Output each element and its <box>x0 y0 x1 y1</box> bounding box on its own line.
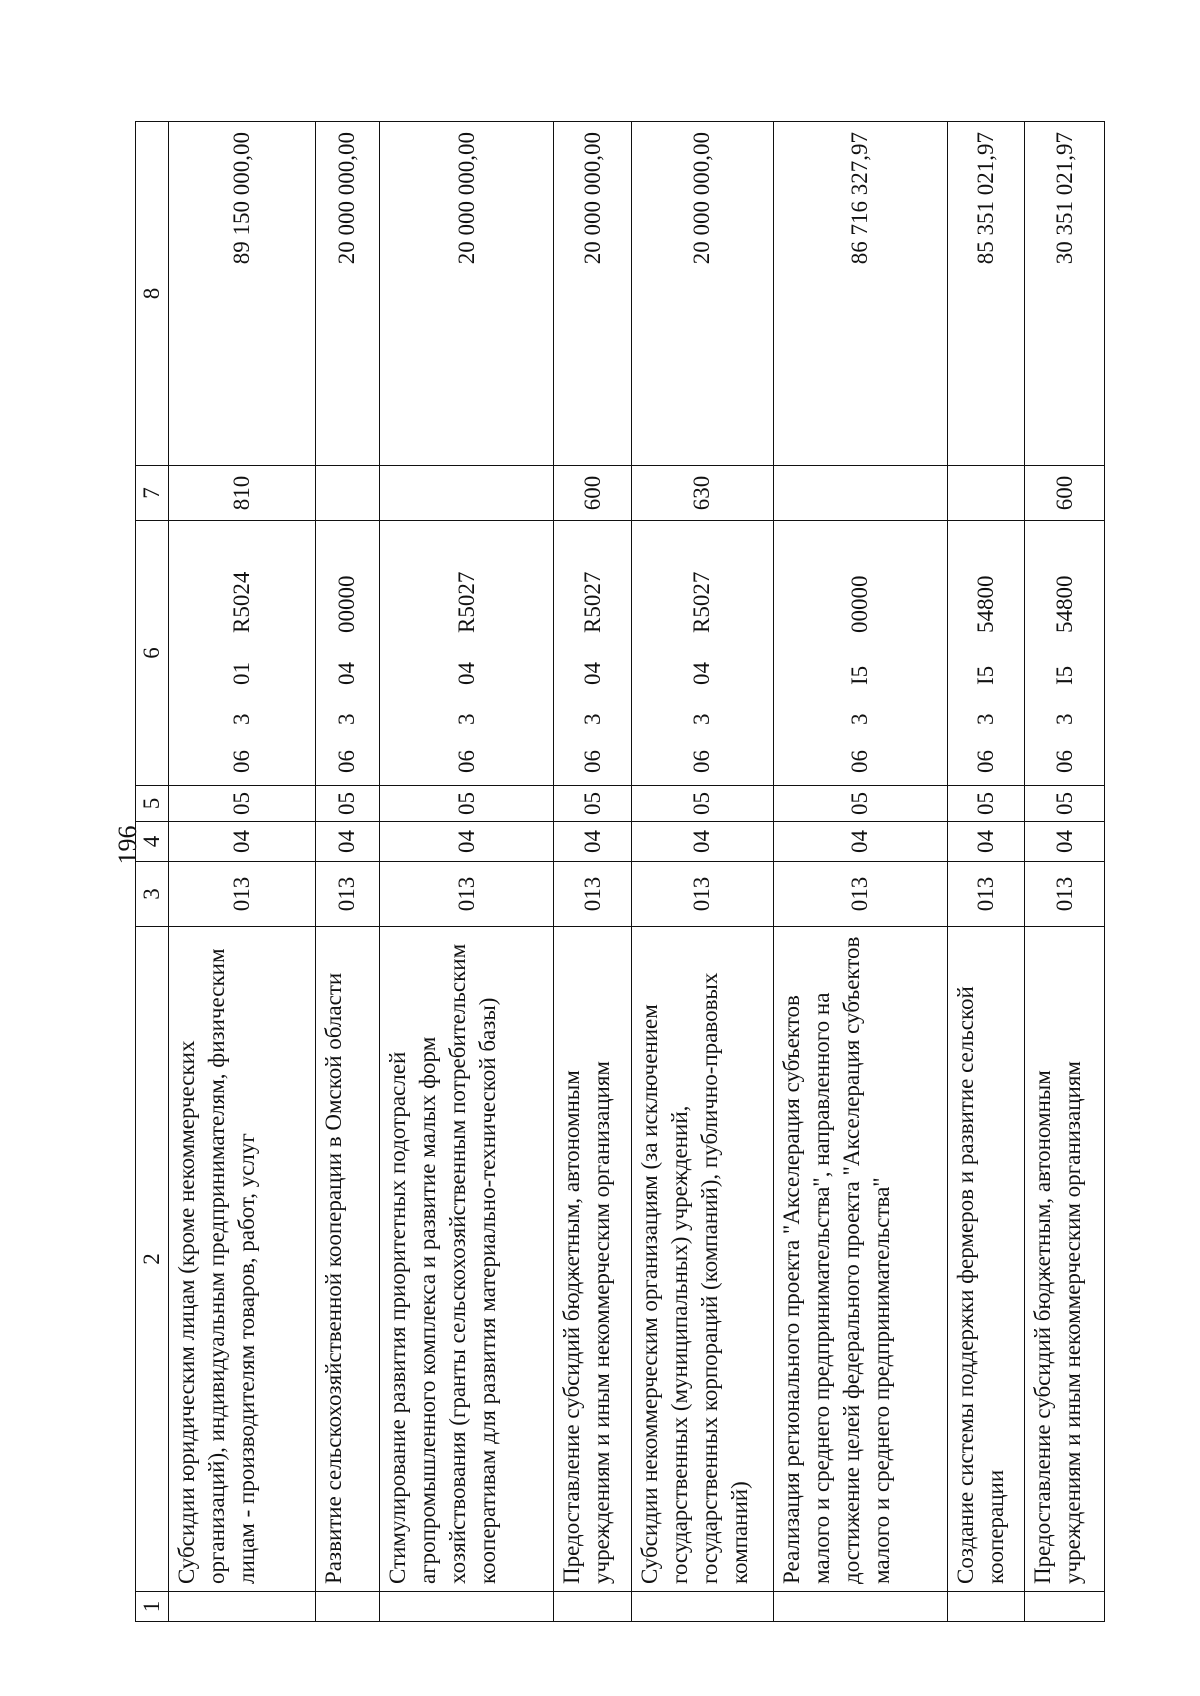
csr-part: 06 <box>973 750 999 773</box>
amount-cell: 30 351 021,97 <box>1025 122 1105 466</box>
target-article-code <box>773 521 947 786</box>
subsection-code: 05 <box>554 786 631 822</box>
section-code: 04 <box>554 822 631 862</box>
section-code: 04 <box>169 822 315 862</box>
csr-part: 06 <box>334 750 360 773</box>
csr-part: 3 <box>973 713 999 725</box>
expense-type-code: 630 <box>631 466 773 521</box>
row-name: Развитие сельскохозяйственной кооперации в Омской области <box>315 927 380 1592</box>
csr-part: 3 <box>847 713 873 725</box>
row-number-cell <box>947 1592 1024 1622</box>
expense-type-code: 600 <box>554 466 631 521</box>
table-row <box>380 122 554 1622</box>
target-article-code <box>1025 521 1105 786</box>
csr-part: 3 <box>228 713 254 725</box>
csr-part: 3 <box>1051 713 1077 725</box>
csr-part: 06 <box>228 750 254 773</box>
target-article-code <box>315 521 380 786</box>
subsection-code: 05 <box>315 786 380 822</box>
budget-table <box>135 121 1105 1622</box>
csr-part: 04 <box>689 662 715 685</box>
target-article-code <box>169 521 315 786</box>
table-row <box>169 122 315 1622</box>
row-name: Стимулирование развития приоритетных подотраслей агропромышленного комплекса и развитие малых форм хозяйствования (гранты сельскохозяйственным потребительским кооперативам для развития материально-технической базы) <box>380 927 554 1592</box>
row-name: Создание системы поддержки фермеров и развитие сельской кооперации <box>947 927 1024 1592</box>
header-cell: 5 <box>136 786 169 822</box>
row-name: Субсидии некоммерческим организациям (за исключением государственных (муниципальных) учреждений, государственных корпораций (компаний), публично-правовых компаний) <box>631 927 773 1592</box>
row-number-cell <box>169 1592 315 1622</box>
section-code: 04 <box>631 822 773 862</box>
row-number-cell <box>1025 1592 1105 1622</box>
csr-part: 04 <box>579 662 605 685</box>
csr-part: R5027 <box>579 571 605 633</box>
csr-part: R5024 <box>228 571 254 633</box>
admin-code: 013 <box>773 862 947 927</box>
admin-code: 013 <box>315 862 380 927</box>
row-number-cell <box>380 1592 554 1622</box>
expense-type-code: 600 <box>1025 466 1105 521</box>
amount-cell: 20 000 000,00 <box>631 122 773 466</box>
amount-cell: 89 150 000,00 <box>169 122 315 466</box>
admin-code: 013 <box>631 862 773 927</box>
table-row <box>947 122 1024 1622</box>
table-row <box>631 122 773 1622</box>
section-code: 04 <box>380 822 554 862</box>
csr-part: 54800 <box>973 575 999 633</box>
csr-part: 06 <box>847 750 873 773</box>
amount-cell: 20 000 000,00 <box>380 122 554 466</box>
csr-part: 00000 <box>334 575 360 633</box>
table-row <box>773 122 947 1622</box>
csr-part: 04 <box>453 662 479 685</box>
row-number-cell <box>773 1592 947 1622</box>
csr-part: 01 <box>228 662 254 685</box>
csr-part: 06 <box>689 750 715 773</box>
csr-part: 3 <box>334 713 360 725</box>
admin-code: 013 <box>1025 862 1105 927</box>
csr-part: 00000 <box>847 575 873 633</box>
subsection-code: 05 <box>169 786 315 822</box>
admin-code: 013 <box>947 862 1024 927</box>
amount-cell: 85 351 021,97 <box>947 122 1024 466</box>
expense-type-code <box>947 466 1024 521</box>
expense-type-code <box>380 466 554 521</box>
row-name: Реализация регионального проекта "Акселерация субъектов малого и среднего предпринимательства", направленного на достижение целей федерального проекта "Акселерация субъектов малого и среднего предпринимательства" <box>773 927 947 1592</box>
subsection-code: 05 <box>773 786 947 822</box>
row-number-cell <box>631 1592 773 1622</box>
csr-part: 04 <box>334 662 360 685</box>
expense-type-code <box>773 466 947 521</box>
csr-part: 3 <box>579 713 605 725</box>
csr-part: I5 <box>1051 665 1077 685</box>
subsection-code: 05 <box>947 786 1024 822</box>
header-cell: 2 <box>136 927 169 1592</box>
row-name: Предоставление субсидий бюджетным, автономным учреждениям и иным некоммерческим организациям <box>554 927 631 1592</box>
amount-cell: 20 000 000,00 <box>554 122 631 466</box>
row-name: Субсидии юридическим лицам (кроме некоммерческих организаций), индивидуальным предпринимателям, физическим лицам - производителям товаров, работ, услуг <box>169 927 315 1592</box>
csr-part: I5 <box>973 665 999 685</box>
amount-cell: 86 716 327,97 <box>773 122 947 466</box>
csr-part: I5 <box>847 665 873 685</box>
header-cell: 3 <box>136 862 169 927</box>
header-cell: 4 <box>136 822 169 862</box>
section-code: 04 <box>1025 822 1105 862</box>
target-article-code <box>380 521 554 786</box>
csr-part: 3 <box>453 713 479 725</box>
target-article-code <box>554 521 631 786</box>
section-code: 04 <box>947 822 1024 862</box>
rotated-table-container <box>135 122 1105 1622</box>
target-article-code <box>631 521 773 786</box>
csr-part: 54800 <box>1051 575 1077 633</box>
header-cell: 6 <box>136 521 169 786</box>
admin-code: 013 <box>554 862 631 927</box>
admin-code: 013 <box>380 862 554 927</box>
header-cell: 7 <box>136 466 169 521</box>
subsection-code: 05 <box>380 786 554 822</box>
page-number: 196 <box>113 825 142 865</box>
header-cell: 1 <box>136 1592 169 1622</box>
admin-code: 013 <box>169 862 315 927</box>
table-row <box>315 122 380 1622</box>
section-code: 04 <box>773 822 947 862</box>
row-number-cell <box>554 1592 631 1622</box>
csr-part: 06 <box>453 750 479 773</box>
subsection-code: 05 <box>631 786 773 822</box>
section-code: 04 <box>315 822 380 862</box>
target-article-code <box>947 521 1024 786</box>
csr-part: R5027 <box>453 571 479 633</box>
csr-part: R5027 <box>689 571 715 633</box>
row-number-cell <box>315 1592 380 1622</box>
table-row <box>1025 122 1105 1622</box>
expense-type-code <box>315 466 380 521</box>
row-name: Предоставление субсидий бюджетным, автономным учреждениям и иным некоммерческим организациям <box>1025 927 1105 1592</box>
table-row <box>554 122 631 1622</box>
csr-part: 06 <box>579 750 605 773</box>
csr-part: 06 <box>1051 750 1077 773</box>
header-cell: 8 <box>136 122 169 466</box>
subsection-code: 05 <box>1025 786 1105 822</box>
header-row <box>136 122 169 1622</box>
expense-type-code: 810 <box>169 466 315 521</box>
csr-part: 3 <box>689 713 715 725</box>
amount-cell: 20 000 000,00 <box>315 122 380 466</box>
